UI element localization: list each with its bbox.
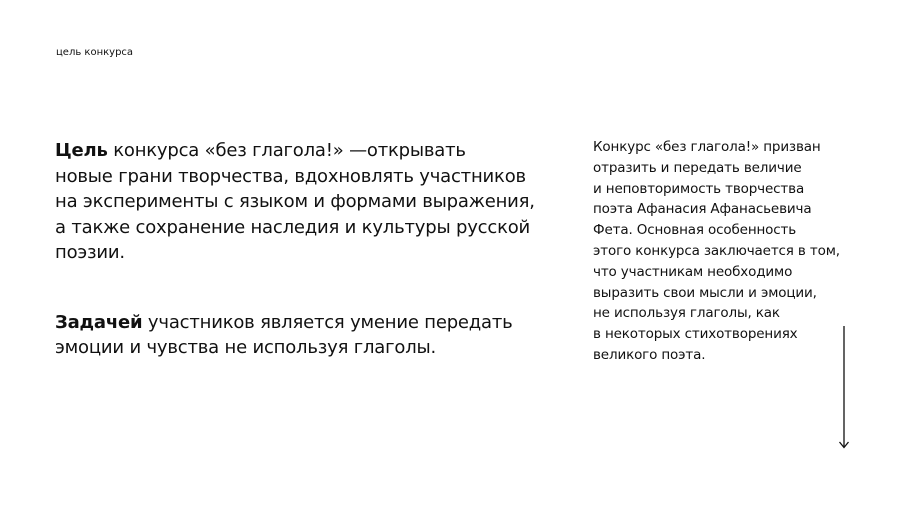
- side-line-9: не используя глаголы, как: [593, 305, 780, 322]
- section-label: цель конкурса: [56, 47, 134, 58]
- goal-line-1-text: конкурса «без глагола!» —открывать: [107, 140, 466, 161]
- side-line-6: этого конкурса заключается в том,: [593, 242, 840, 259]
- side-line-1: Конкурс «без глагола!» призван: [593, 139, 821, 155]
- side-line-2: отразить и передать величие: [593, 159, 802, 176]
- side-line-5: Фета. Основная особенность: [593, 222, 797, 239]
- goal-bold-word: Цель: [55, 140, 108, 161]
- goal-line-3: на эксперименты с языком и формами выражения,: [55, 191, 535, 212]
- goal-line-5: поэзии.: [55, 242, 125, 263]
- task-line-1-text: участников является умение передать: [142, 311, 513, 333]
- side-line-4: поэта Афанасия Афанасьевича: [593, 201, 812, 218]
- side-line-11: великого поэта.: [593, 346, 706, 363]
- main-text-block: [55, 138, 555, 361]
- side-description: [593, 137, 853, 366]
- side-line-7: что участникам необходимо: [593, 263, 793, 280]
- goal-line-2: новые грани творчества, вдохновлять участников: [55, 165, 526, 187]
- task-line-2: эмоции и чувства не используя глаголы.: [55, 337, 437, 358]
- side-line-10: в некоторых стихотворениях: [593, 326, 798, 343]
- goal-paragraph: [55, 138, 555, 266]
- arrow-down-icon[interactable]: [836, 326, 852, 450]
- task-paragraph: [55, 310, 555, 361]
- task-line-1: [55, 310, 555, 336]
- task-bold-word: Задачей: [55, 311, 143, 333]
- side-line-8: выразить свои мысли и эмоции,: [593, 284, 817, 301]
- side-line-3: и неповторимость творчества: [593, 180, 805, 197]
- goal-line-1: [55, 138, 555, 164]
- goal-line-4: а также сохранение наследия и культуры русской: [55, 216, 531, 238]
